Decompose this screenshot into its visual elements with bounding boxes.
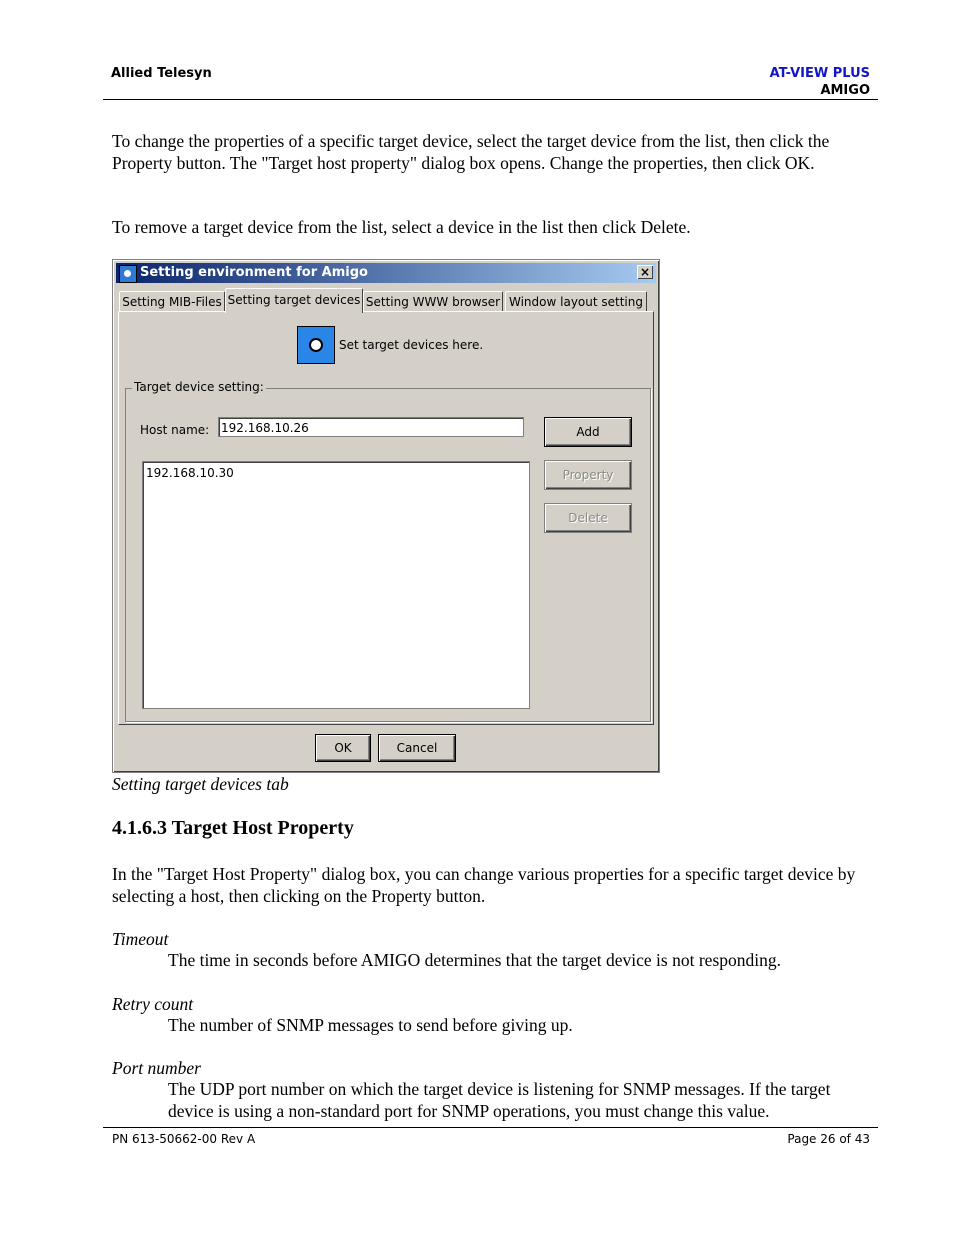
dialog-titlebar (116, 263, 656, 283)
cancel-button[interactable]: Cancel (378, 734, 456, 762)
ok-button[interactable]: OK (315, 734, 371, 762)
term-retry-count: Retry count (112, 994, 194, 1014)
tab-setting-mib-files[interactable]: Setting MIB-Files (119, 291, 225, 312)
header-company: Allied Telesyn (111, 66, 212, 81)
host-name-input[interactable]: 192.168.10.26 (218, 417, 524, 437)
term-port-number: Port number (112, 1058, 201, 1078)
footer-page-number: Page 26 of 43 (787, 1132, 870, 1146)
app-icon (119, 265, 137, 283)
definition-timeout: The time in seconds before AMIGO determines that the target device is not responding. (168, 950, 781, 970)
target-devices-icon (297, 326, 335, 364)
header-subproduct: AMIGO (820, 83, 870, 98)
header-product: AT-VIEW PLUS (769, 66, 870, 81)
panel-hint: Set target devices here. (339, 338, 484, 352)
host-name-label: Host name: (140, 423, 210, 437)
term-timeout: Timeout (112, 929, 169, 949)
settings-dialog (112, 259, 660, 773)
paragraph-change-properties: To change the properties of a specific target device, select the target device from the list, then click the Property button. The "Target host property" dialog box opens. Change the properties, then click OK. (112, 131, 830, 173)
tab-window-layout-setting[interactable]: Window layout setting (505, 291, 647, 312)
target-device-list[interactable] (142, 461, 530, 709)
paragraph-target-host-property: In the "Target Host Property" dialog box, you can change various properties for a specific target device by selecting a host, then clicking on the Property button. (112, 864, 856, 906)
definition-retry-count: The number of SNMP messages to send before giving up. (168, 1015, 573, 1035)
paragraph-remove-device: To remove a target device from the list, select a device in the list then click Delete. (112, 217, 691, 237)
list-item[interactable]: 192.168.10.30 (146, 466, 234, 480)
tab-setting-target-devices[interactable]: Setting target devices (225, 288, 363, 313)
dialog-title: Setting environment for Amigo (140, 265, 368, 280)
section-heading: 4.1.6.3 Target Host Property (112, 817, 354, 839)
add-button[interactable]: Add (544, 417, 632, 447)
footer-part-number: PN 613-50662-00 Rev A (112, 1132, 256, 1146)
group-label: Target device setting: (134, 380, 264, 394)
property-button[interactable]: Property (544, 460, 632, 490)
tab-panel (118, 311, 654, 725)
close-icon[interactable]: × (637, 265, 653, 279)
header-rule (103, 99, 878, 100)
tab-setting-www-browser[interactable]: Setting WWW browser (363, 291, 503, 312)
definition-port-number: The UDP port number on which the target device is listening for SNMP messages. If the target device is using a non-standard port for SNMP operations, you must change this value. (168, 1079, 831, 1121)
figure-caption: Setting target devices tab (112, 774, 289, 794)
footer-rule (103, 1127, 878, 1128)
target-device-groupbox (125, 380, 651, 722)
delete-button[interactable]: Delete (544, 503, 632, 533)
